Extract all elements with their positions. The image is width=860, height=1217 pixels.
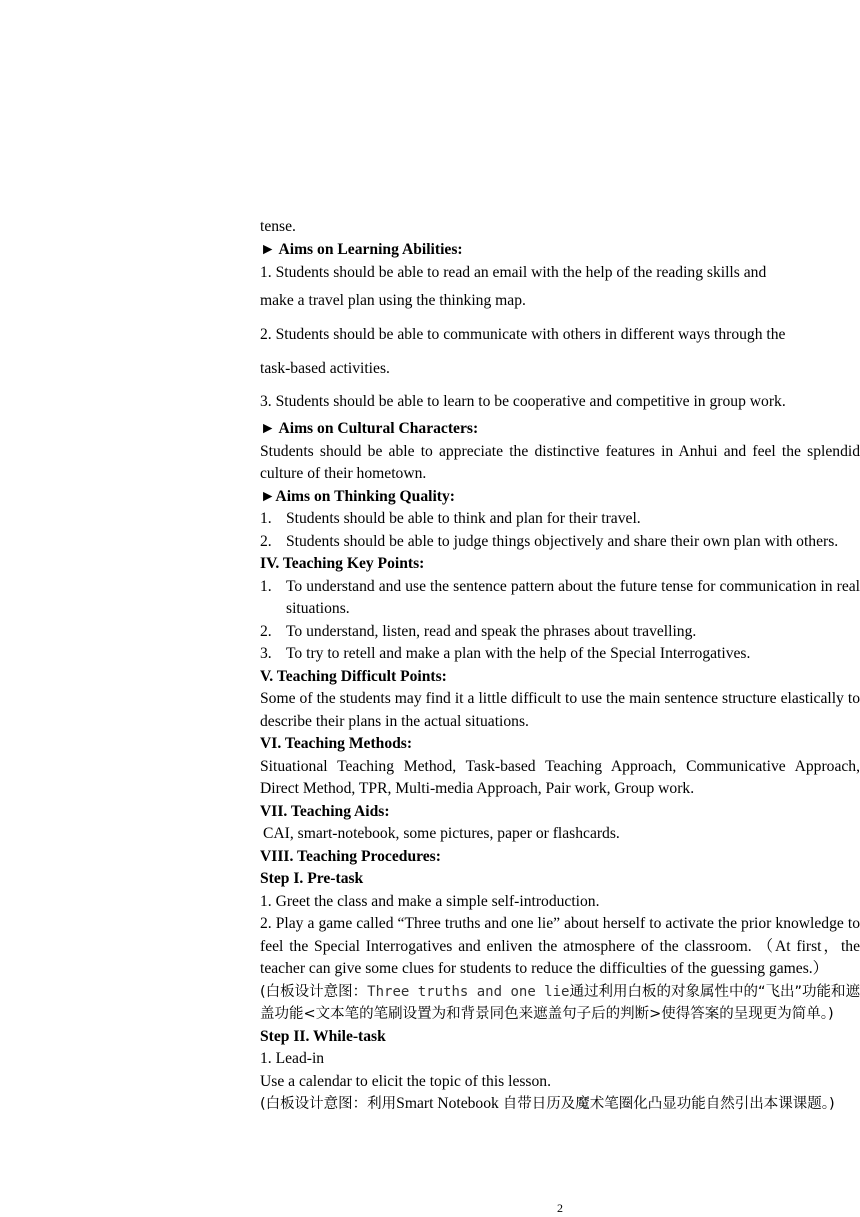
s2-1: 1. Lead-in [260, 1050, 325, 1067]
s2-1-text: Use a calendar to elicit the topic of this lesson. [260, 1072, 551, 1090]
list-number: 1. [260, 510, 272, 527]
list-number: 3. [260, 645, 272, 662]
note1-mono: Three truths and one lie [367, 983, 570, 1000]
la2a: 2. Students should be able to communicate with others in different ways through the [260, 326, 786, 343]
page-number: 2 [557, 1201, 563, 1215]
document-page [260, 216, 860, 1116]
la1a: 1. Students should be able to read an email with the help of the reading skills and [260, 264, 767, 281]
la2b: task-based activities. [260, 360, 390, 377]
cultural-text: Students should be able to appreciate the distinctive features in Anhui and feel the splendid culture of their hometown. [260, 442, 860, 482]
aids-text: CAI, smart-notebook, some pictures, paper or flashcards. [263, 825, 620, 842]
methods-text: Situational Teaching Method, Task-based Teaching Approach, Communicative Approach, Direct Method, TPR, Multi-media Approach, Pair work, Group work. [260, 757, 860, 797]
s1-1: 1. Greet the class and make a simple self-introduction. [260, 892, 600, 910]
heading-key-points: IV. Teaching Key Points: [260, 555, 425, 572]
note1 [260, 981, 860, 1026]
kp3: To try to retell and make a plan with the help of the Special Interrogatives. [286, 645, 751, 662]
list-item [260, 508, 860, 531]
list-number: 1. [260, 577, 272, 595]
kp2: To understand, listen, read and speak the phrases about travelling. [286, 622, 697, 640]
heading-difficult-points: V. Teaching Difficult Points: [260, 667, 447, 685]
note2-rest: 自带日历及魔术笔圈化凸显功能自然引出本课课题。) [502, 1096, 835, 1112]
heading-step2: Step II. While-task [260, 1027, 386, 1045]
list-number: 2. [260, 532, 272, 550]
list-item [260, 576, 860, 621]
kp1: To understand and use the sentence pattern about the future tense for communication in real situations. [286, 577, 860, 617]
list-number: 2. [260, 622, 272, 640]
text-tense: tense. [260, 218, 296, 235]
note1-rest: 通过利用白板的对象属性中的“飞出”功能和遮盖功能<文本笔的笔刷设置为和背景同色来遮盖句子后的判断>使得答案的呈现更为简单。) [260, 983, 860, 1022]
note2-en: Smart Notebook [396, 1095, 503, 1112]
heading-aims-learning: ► Aims on Learning Abilities: [260, 240, 463, 258]
list-item [260, 531, 860, 554]
heading-aids: VII. Teaching Aids: [260, 802, 390, 820]
note2-open: (白板设计意图：利用 [260, 1096, 397, 1112]
la1b: make a travel plan using the thinking map. [260, 292, 526, 309]
list-item [260, 643, 860, 666]
note2 [260, 1093, 860, 1116]
heading-procedures: VIII. Teaching Procedures: [260, 847, 441, 865]
heading-step1: Step I. Pre-task [260, 870, 364, 887]
heading-methods: VI. Teaching Methods: [260, 735, 413, 752]
tq1: Students should be able to think and plan for their travel. [286, 510, 641, 527]
note1-open: (白板设计意图： [260, 983, 368, 1000]
tq2: Students should be able to judge things objectively and share their own plan with others. [286, 532, 839, 550]
dp-text: Some of the students may find it a little difficult to use the main sentence structure elastically to describe their plans in the actual situations. [260, 690, 860, 730]
la3: 3. Students should be able to learn to be cooperative and competitive in group work. [260, 393, 786, 410]
heading-aims-cultural: ► Aims on Cultural Characters: [260, 420, 479, 437]
list-item [260, 621, 860, 644]
heading-aims-thinking: ►Aims on Thinking Quality: [260, 487, 455, 505]
s1-2: 2. Play a game called “Three truths and one lie” about herself to activate the prior knowledge to feel the Special Interrogatives and enliven the atmosphere of the classroom. （At first，the teacher can give some clues for students to reduce the difficulties of the guessing games.） [260, 915, 860, 977]
